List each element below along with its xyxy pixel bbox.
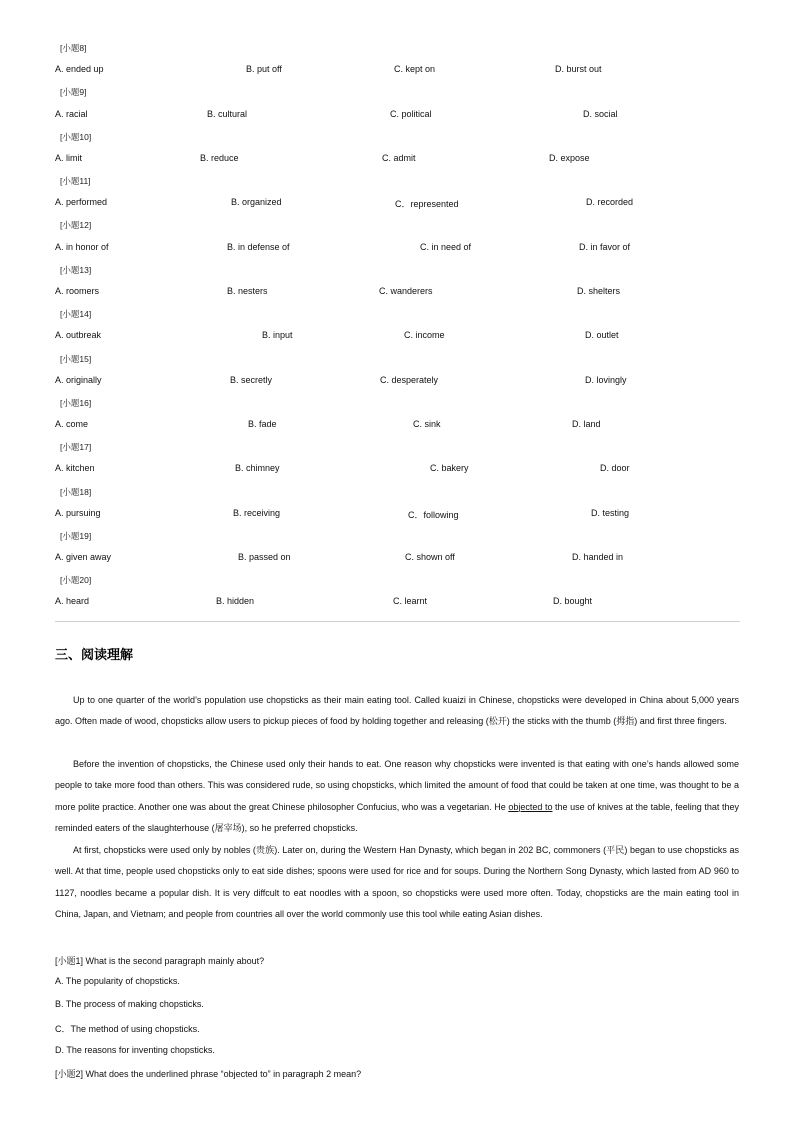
option-row (0, 153, 792, 167)
option-b: B. put off (246, 64, 282, 74)
underlined-phrase: objected to (508, 801, 553, 812)
question-label: [小题12] (60, 220, 92, 230)
option-b: B. receiving (233, 508, 281, 518)
option-d: D. outlet (585, 330, 619, 340)
question-1-option-b: B. The process of making chopsticks. (55, 999, 204, 1009)
option-d: D. land (572, 419, 601, 429)
option-a: A. roomers (55, 286, 100, 296)
option-a: A. come (55, 419, 89, 429)
question-2-stem: [小题2] What does the underlined phrase “objected to” in paragraph 2 mean? (55, 1069, 362, 1079)
option-b: B. cultural (207, 109, 248, 119)
option-c: C. wanderers (379, 286, 433, 296)
question-label: [小题10] (60, 132, 92, 142)
option-b: B. input (262, 330, 293, 340)
question-label: [小题8] (60, 43, 87, 53)
option-a: A. limit (55, 153, 82, 163)
option-d: D. bought (553, 596, 593, 606)
option-b: B. secretly (230, 375, 273, 385)
option-a: A. kitchen (55, 463, 95, 473)
option-d: D. expose (549, 153, 590, 163)
option-d: D. testing (591, 508, 630, 518)
option-row (0, 242, 792, 256)
option-b: B. in defense of (227, 242, 290, 252)
option-c: C. desperately (380, 375, 439, 385)
option-row (0, 64, 792, 78)
option-a: A. in honor of (55, 242, 109, 252)
option-c: C．following (408, 510, 459, 520)
option-d: D. door (600, 463, 630, 473)
option-row (0, 197, 792, 211)
option-a: A. pursuing (55, 508, 101, 518)
passage-paragraph-2 (55, 754, 739, 839)
option-row (0, 596, 792, 610)
option-c: C. admit (382, 153, 416, 163)
option-a: A. heard (55, 596, 90, 606)
option-c: C. in need of (420, 242, 472, 252)
question-label: [小题19] (60, 531, 92, 541)
question-1-stem: [小题1] What is the second paragraph mainly about? (55, 956, 265, 966)
option-d: D. lovingly (585, 375, 627, 385)
question-label: [小题13] (60, 265, 92, 275)
option-c: C. learnt (393, 596, 428, 606)
paragraph-2-part-b: the use of knives at the table, feeling that they reminded eaters of the slaughterhouse (屠宰场), so he preferred chopsticks. (55, 801, 739, 833)
option-c: C. kept on (394, 64, 436, 74)
passage-paragraph-3: At first, chopsticks were used only by nobles (贵族). Later on, during the Western Han Dynasty, which began in 202 BC, commoners (平民) began to use chopsticks as well. At that time, people used chopsticks only to eat side dishes; spoons were used for rice and for soups. During the Northern Song Dynasty, which lasted from AD 960 to 1127, noodles became a popular dish. It is very diffcult to eat noodles with a spoon, so chopsticks were used more often. Today, chopsticks are the main eating tool in China, Japan, and Vietnam; and people from countries all over the world commonly use this tool while eating Asian dishes. (55, 845, 739, 919)
option-c: C. sink (413, 419, 441, 429)
option-d: D. in favor of (579, 242, 631, 252)
option-row (0, 419, 792, 433)
question-1-option-c: C．The method of using chopsticks. (55, 1024, 200, 1034)
option-a: A. outbreak (55, 330, 102, 340)
question-label: [小题18] (60, 487, 92, 497)
option-d: D. handed in (572, 552, 624, 562)
option-b: B. fade (248, 419, 277, 429)
question-label: [小题11] (60, 176, 91, 186)
option-c: C. income (404, 330, 445, 340)
option-d: D. recorded (586, 197, 634, 207)
option-b: B. reduce (200, 153, 239, 163)
option-c: C. shown off (405, 552, 455, 562)
question-1-option-a: A. The popularity of chopsticks. (55, 976, 180, 986)
option-a: A. originally (55, 375, 102, 385)
option-b: B. passed on (238, 552, 291, 562)
section-title: 三、阅读理解 (55, 647, 134, 662)
option-d: D. social (583, 109, 618, 119)
option-row (0, 508, 792, 522)
option-d: D. burst out (555, 64, 602, 74)
question-label: [小题14] (60, 309, 92, 319)
question-label: [小题16] (60, 398, 92, 408)
option-row (0, 552, 792, 566)
paragraph-2-part-a: Before the invention of chopsticks, the Chinese used only their hands to eat. One reason why chopsticks were invented is that eating with one’s hands allowed some people to take more food than others. This was considered rude, so using chopsticks, which limited the amount of food that could be taken at one time, was thought to be a more polite practice. Another one was about the great Chinese philosopher Confucius, who was a vegetarian. He (55, 759, 739, 812)
option-b: B. organized (231, 197, 282, 207)
question-label: [小题15] (60, 354, 92, 364)
question-label: [小题9] (60, 87, 87, 97)
option-c: C. bakery (430, 463, 469, 473)
passage-paragraph-1: Up to one quarter of the world’s population use chopsticks as their main eating tool. Called kuaizi in Chinese, chopsticks were developed in China about 5,000 years ago. Often made of wood, chopsticks allow users to pickup pieces of food by holding together and releasing (松开) the sticks with the thumb (拇指) and first three fingers. (55, 695, 739, 727)
option-a: A. given away (55, 552, 112, 562)
question-label: [小题17] (60, 442, 92, 452)
option-row (0, 286, 792, 300)
option-d: D. shelters (577, 286, 621, 296)
option-c: C．represented (395, 199, 459, 209)
option-a: A. ended up (55, 64, 104, 74)
option-row (0, 463, 792, 477)
option-c: C. political (390, 109, 432, 119)
option-a: A. performed (55, 197, 108, 207)
section-divider (55, 621, 740, 622)
option-row (0, 109, 792, 123)
question-1-option-d: D. The reasons for inventing chopsticks. (55, 1045, 215, 1055)
option-row (0, 330, 792, 344)
option-a: A. racial (55, 109, 88, 119)
question-label: [小题20] (60, 575, 92, 585)
option-b: B. hidden (216, 596, 255, 606)
option-b: B. chimney (235, 463, 280, 473)
option-row (0, 375, 792, 389)
option-b: B. nesters (227, 286, 268, 296)
